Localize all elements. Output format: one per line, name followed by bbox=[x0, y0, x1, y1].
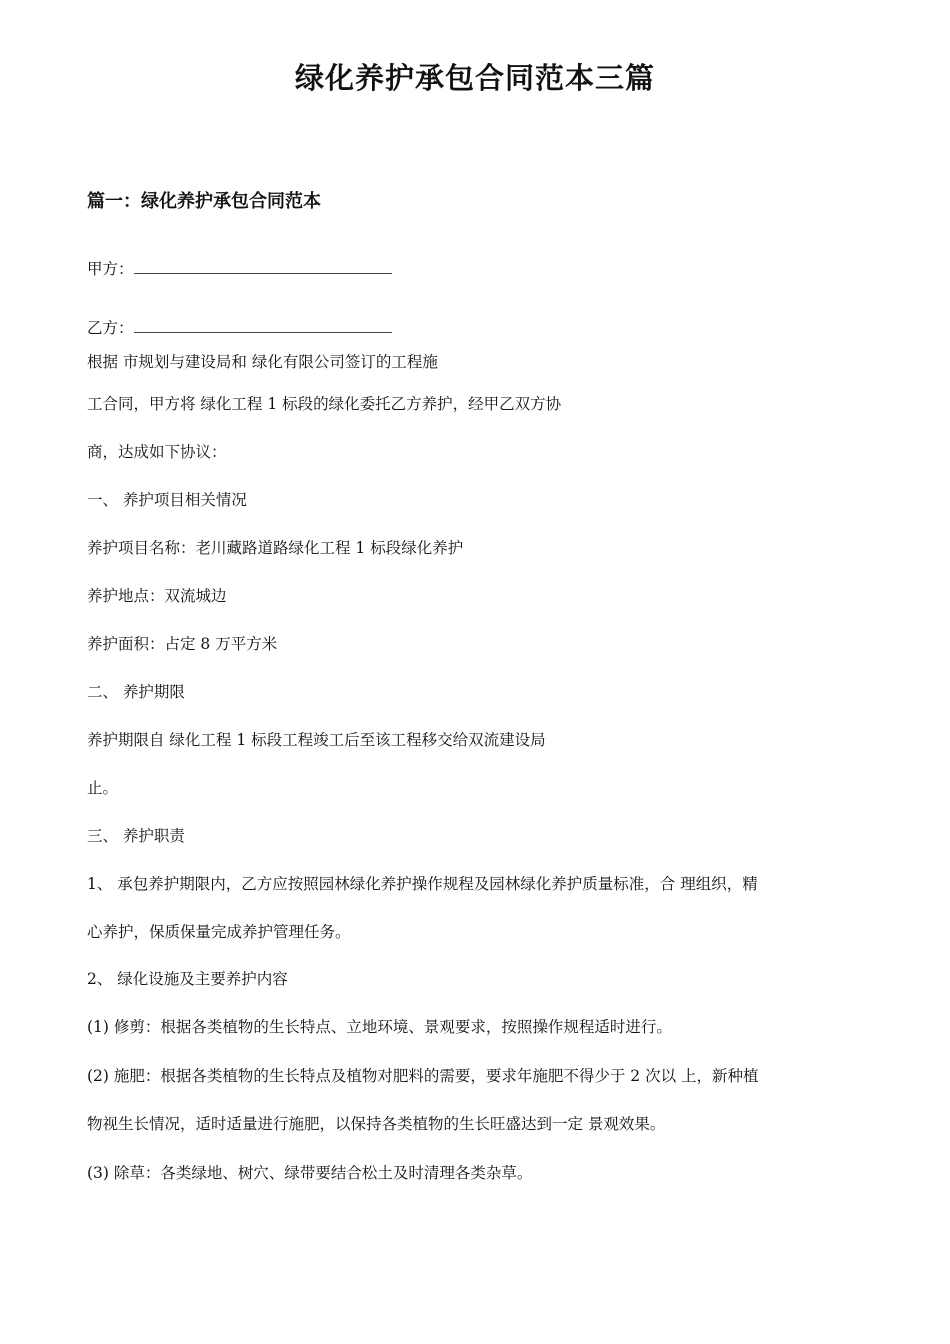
section-item-heading: 三、 养护职责 bbox=[87, 827, 185, 845]
party-a-label: 甲方： bbox=[87, 260, 134, 278]
body-line: (2) 施肥：根据各类植物的生长特点及植物对肥料的需要，要求年施肥不得少于 2 次以 上，新种植 bbox=[87, 1067, 759, 1085]
party-b-label: 乙方： bbox=[87, 319, 134, 337]
document-title: 绿化养护承包合同范本三篇 bbox=[294, 61, 655, 95]
party-b-blank bbox=[134, 315, 392, 333]
body-line: 止。 bbox=[87, 779, 119, 797]
body-line: 心养护，保质保量完成养护管理任务。 bbox=[87, 923, 351, 941]
section-item-heading: 一、 养护项目相关情况 bbox=[87, 491, 247, 509]
body-line: 根据 市规划与建设局和 绿化有限公司签订的工程施 bbox=[87, 353, 438, 371]
party-a-line bbox=[87, 256, 392, 280]
body-line: (1) 修剪：根据各类植物的生长特点、立地环境、景观要求，按照操作规程适时进行。 bbox=[87, 1018, 672, 1036]
section-item-heading: 二、 养护期限 bbox=[87, 683, 185, 701]
body-line: 物视生长情况，适时适量进行施肥，以保持各类植物的生长旺盛达到一定 景观效果。 bbox=[87, 1115, 666, 1133]
body-line: (3) 除草：各类绿地、树穴、绿带要结合松土及时清理各类杂草。 bbox=[87, 1164, 533, 1182]
body-line: 商，达成如下协议： bbox=[87, 443, 227, 461]
body-line: 2、 绿化设施及主要养护内容 bbox=[87, 970, 288, 988]
body-line: 养护面积：占定 8 万平方米 bbox=[87, 635, 278, 653]
party-a-blank bbox=[134, 256, 392, 274]
body-line: 养护地点：双流城边 bbox=[87, 587, 227, 605]
body-line: 养护期限自 绿化工程 1 标段工程竣工后至该工程移交给双流建设局 bbox=[87, 731, 546, 749]
body-line: 1、 承包养护期限内，乙方应按照园林绿化养护操作规程及园林绿化养护质量标准，合 理组织，精 bbox=[87, 875, 758, 893]
section-heading: 篇一：绿化养护承包合同范本 bbox=[87, 191, 321, 212]
body-line: 养护项目名称：老川藏路道路绿化工程 1 标段绿化养护 bbox=[87, 539, 464, 557]
party-b-line bbox=[87, 315, 392, 339]
body-line: 工合同，甲方将 绿化工程 1 标段的绿化委托乙方养护，经甲乙双方协 bbox=[87, 395, 562, 413]
